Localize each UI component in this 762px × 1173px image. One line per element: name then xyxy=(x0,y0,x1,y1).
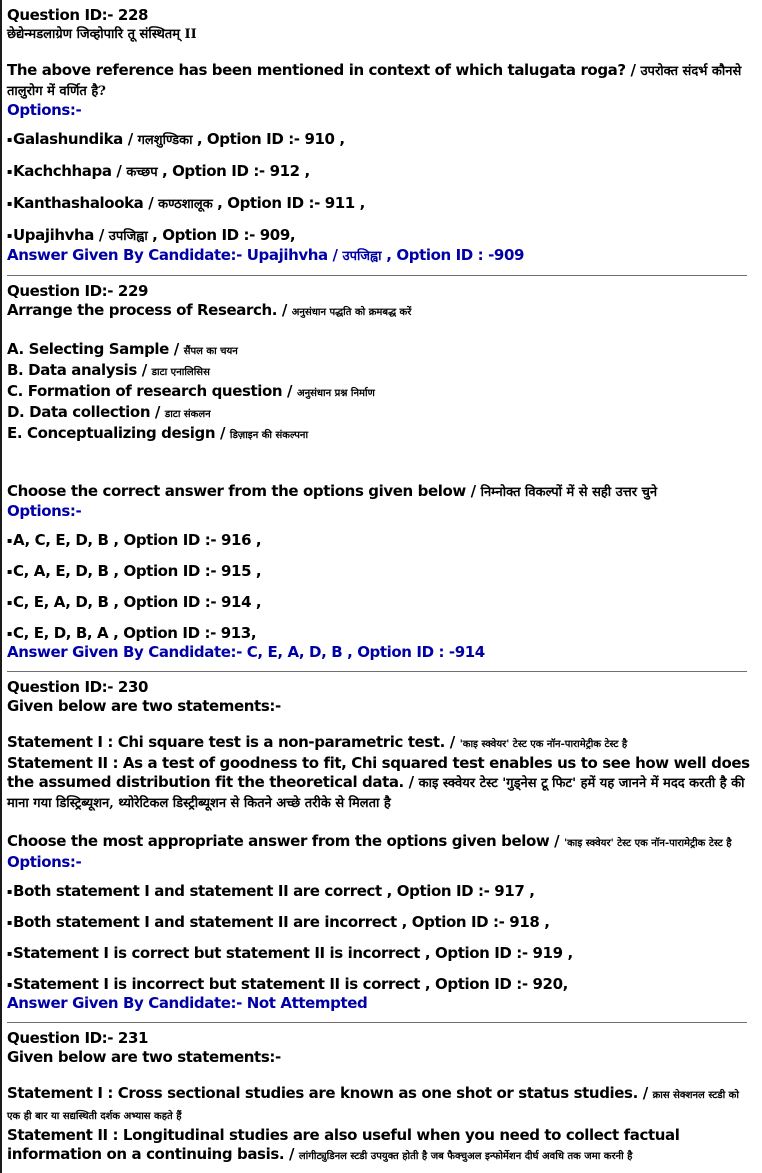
slash-separator: / xyxy=(284,1145,299,1163)
sequence-item xyxy=(7,382,754,403)
statement-1-en: Statement I : Cross sectional studies are known as one shot or status studies. xyxy=(7,1084,638,1102)
option-id: , Option ID :- 910 , xyxy=(196,130,345,148)
statement-1 xyxy=(7,1084,754,1126)
spacer xyxy=(7,813,754,832)
bullet-icon: ▪ xyxy=(7,167,13,176)
spacer xyxy=(7,716,754,733)
divider xyxy=(7,1022,747,1023)
bullet-icon: ▪ xyxy=(7,918,13,927)
question-text-hi: अनुसंधान पद्धति को क्रमबद्ध करें xyxy=(291,307,412,318)
sequence-item-hi: सैंपल का चयन xyxy=(183,346,238,357)
slash-separator: / xyxy=(327,246,343,264)
bullet-icon: ▪ xyxy=(7,199,13,208)
statement-2-en: Statement II : As a test of goodness to fit, Chi squared test enables us to see how well does the assumed distribution fit the theoretical data. xyxy=(7,754,750,791)
question-intro: Given below are two statements:- xyxy=(7,697,281,715)
options-label: Options:- xyxy=(7,101,82,119)
option-en: Both statement I and statement II are incorrect , Option ID :- 918 , xyxy=(13,913,550,931)
choose-instruction xyxy=(7,832,754,853)
slash-separator: / xyxy=(465,482,481,500)
slash-separator: / xyxy=(215,424,230,442)
slash-separator: / xyxy=(444,733,460,751)
bullet-icon: ▪ xyxy=(7,598,13,607)
slash-separator: / xyxy=(168,340,184,358)
question-block-230 xyxy=(7,678,754,1013)
option-row xyxy=(7,162,754,182)
question-text-hi: उपरोक्त संदर्भ कौनसे तालुरोग में वर्णित है? xyxy=(7,64,742,99)
option-row xyxy=(7,624,754,643)
sequence-item xyxy=(7,424,754,445)
slash-separator: / xyxy=(143,194,159,212)
bullet-icon: ▪ xyxy=(7,949,13,958)
option-hi: उपजिह्वा xyxy=(108,229,148,244)
bullet-icon: ▪ xyxy=(7,980,13,989)
option-en: Kachchhapa xyxy=(13,162,112,180)
slash-separator: / xyxy=(122,130,138,148)
slash-separator: / xyxy=(637,1084,653,1102)
slash-separator: / xyxy=(111,162,127,180)
statement-2-hi: लांगीट्युडिनल स्टडी उपयुक्त होती है जब फैक्चुअल इन्फोर्मेशन दीर्घ अवधि तक जमा करनी है xyxy=(298,1151,633,1162)
option-row xyxy=(7,226,754,246)
option-en: Upajihvha xyxy=(13,226,95,244)
option-row xyxy=(7,130,754,150)
bullet-icon: ▪ xyxy=(7,629,13,638)
bullet-icon: ▪ xyxy=(7,567,13,576)
option-en: C, A, E, D, B , Option ID :- 915 , xyxy=(13,562,262,580)
bullet-icon: ▪ xyxy=(7,231,13,240)
bullet-icon: ▪ xyxy=(7,135,13,144)
question-id: Question ID:- 229 xyxy=(7,282,149,300)
answer-en: Answer Given By Candidate:- Upajihvha xyxy=(7,246,328,264)
question-text-en: The above reference has been mentioned in context of which talugata roga? xyxy=(7,61,626,79)
sequence-item-en: D. Data collection xyxy=(7,403,151,421)
slash-separator: / xyxy=(625,61,641,79)
choose-instruction-en: Choose the most appropriate answer from the options given below xyxy=(7,832,550,850)
divider xyxy=(7,671,747,672)
sequence-item-en: E. Conceptualizing design xyxy=(7,424,216,442)
statement-1 xyxy=(7,733,754,754)
answer-option-id: , Option ID : -909 xyxy=(386,246,525,264)
options-label: Options:- xyxy=(7,853,82,871)
options-label: Options:- xyxy=(7,502,82,520)
choose-instruction-hi: 'काइ स्क्वेयर' टेस्ट एक नॉन-पारामेट्रीक टेस्ट है xyxy=(564,838,732,849)
option-row xyxy=(7,593,754,612)
option-en: Both statement I and statement II are correct , Option ID :- 917 , xyxy=(13,882,535,900)
option-hi: कण्ठशालूक xyxy=(158,197,213,212)
slash-separator: / xyxy=(403,773,419,791)
question-text-en: Arrange the process of Research. xyxy=(7,301,278,319)
slash-separator: / xyxy=(277,301,292,319)
answer-line xyxy=(7,246,754,266)
option-row xyxy=(7,562,754,581)
option-row xyxy=(7,913,754,932)
sequence-item xyxy=(7,361,754,382)
question-stem-sanskrit: छेद्येन्मडलाग्रेण जिव्होपारि तू संस्थितम् II xyxy=(7,27,197,42)
spacer xyxy=(7,44,754,61)
option-row xyxy=(7,975,754,994)
answer-hi: उपजिह्वा xyxy=(342,249,382,264)
option-id: , Option ID :- 912 , xyxy=(161,162,310,180)
option-id: , Option ID :- 909, xyxy=(152,226,296,244)
option-hi: गलशुण्डिका xyxy=(137,133,193,148)
option-row xyxy=(7,944,754,963)
statement-2 xyxy=(7,1126,754,1166)
question-id: Question ID:- 228 xyxy=(7,6,149,24)
statement-1-hi: क्रास सेक्शनल स्टडी को एक ही बार या सद्यस्थिती दर्शक अभ्यास कहते हैं xyxy=(7,1090,739,1122)
statement-2 xyxy=(7,754,754,813)
slash-separator: / xyxy=(282,382,297,400)
option-row xyxy=(7,882,754,901)
divider xyxy=(7,275,747,276)
option-en: A, C, E, D, B , Option ID :- 916 , xyxy=(13,531,262,549)
option-row xyxy=(7,194,754,214)
spacer xyxy=(7,322,754,340)
statement-2-en: Statement II : Longitudinal studies are also useful when you need to collect factual information on a continuing basis. xyxy=(7,1126,680,1163)
question-id: Question ID:- 231 xyxy=(7,1029,149,1047)
spacer xyxy=(7,1067,754,1084)
sequence-item-hi: डिज़ाइन की संकल्पना xyxy=(229,430,309,441)
option-en: C, E, A, D, B , Option ID :- 914 , xyxy=(13,593,262,611)
question-text xyxy=(7,61,754,101)
statement-2-hi: काइ स्क्वेयर टेस्ट 'गुड्नेस टू फिट' हमें यह जानने में मदद करती है की माना गया डिस्ट्रिब्यूशन, थ्योरेटिकल डिस्ट्रीब्यूशन से कितने अच्छे तरीके से मिलता है xyxy=(7,776,745,811)
statement-1-en: Statement I : Chi square test is a non-parametric test. xyxy=(7,733,445,751)
slash-separator: / xyxy=(136,361,152,379)
option-hi: कच्छप xyxy=(126,165,158,180)
choose-instruction-hi: निम्नोक्त विकल्पों में से सही उत्तर चुने xyxy=(480,485,658,500)
question-block-231 xyxy=(7,1029,754,1166)
bullet-icon: ▪ xyxy=(7,536,13,545)
bullet-icon: ▪ xyxy=(7,887,13,896)
question-text xyxy=(7,301,754,322)
sequence-item xyxy=(7,340,754,361)
option-row xyxy=(7,531,754,550)
sequence-item-hi: डाटा एनालिसिस xyxy=(151,367,210,378)
option-id: , Option ID :- 911 , xyxy=(217,194,365,212)
option-en: Galashundika xyxy=(13,130,123,148)
answer-line: Answer Given By Candidate:- Not Attempted xyxy=(7,994,368,1012)
slash-separator: / xyxy=(94,226,109,244)
choose-instruction-en: Choose the correct answer from the options given below xyxy=(7,482,466,500)
option-en: Statement I is correct but statement II is incorrect , Option ID :- 919 , xyxy=(13,944,573,962)
option-en: Statement I is incorrect but statement II is correct , Option ID :- 920, xyxy=(13,975,568,993)
sequence-item-en: A. Selecting Sample xyxy=(7,340,169,358)
statement-1-hi: 'काइ स्क्वेयर' टेस्ट एक नॉन-पारामेट्रीक टेस्ट है xyxy=(459,739,628,750)
sequence-item-hi: अनुसंधान प्रश्न निर्माण xyxy=(296,388,375,399)
choose-instruction xyxy=(7,482,754,502)
slash-separator: / xyxy=(549,832,565,850)
slash-separator: / xyxy=(150,403,165,421)
answer-line: Answer Given By Candidate:- C, E, A, D, B , Option ID : -914 xyxy=(7,643,485,661)
question-id: Question ID:- 230 xyxy=(7,678,149,696)
question-intro: Given below are two statements:- xyxy=(7,1048,281,1066)
sequence-item-hi: डाटा संकलन xyxy=(164,409,211,420)
sequence-item-en: C. Formation of research question xyxy=(7,382,283,400)
question-block-228 xyxy=(7,6,754,266)
option-en: Kanthashalooka xyxy=(13,194,144,212)
sequence-item-en: B. Data analysis xyxy=(7,361,137,379)
option-en: C, E, D, B, A , Option ID :- 913, xyxy=(13,624,257,642)
spacer xyxy=(7,445,754,482)
sequence-item xyxy=(7,403,754,424)
question-block-229 xyxy=(7,282,754,662)
